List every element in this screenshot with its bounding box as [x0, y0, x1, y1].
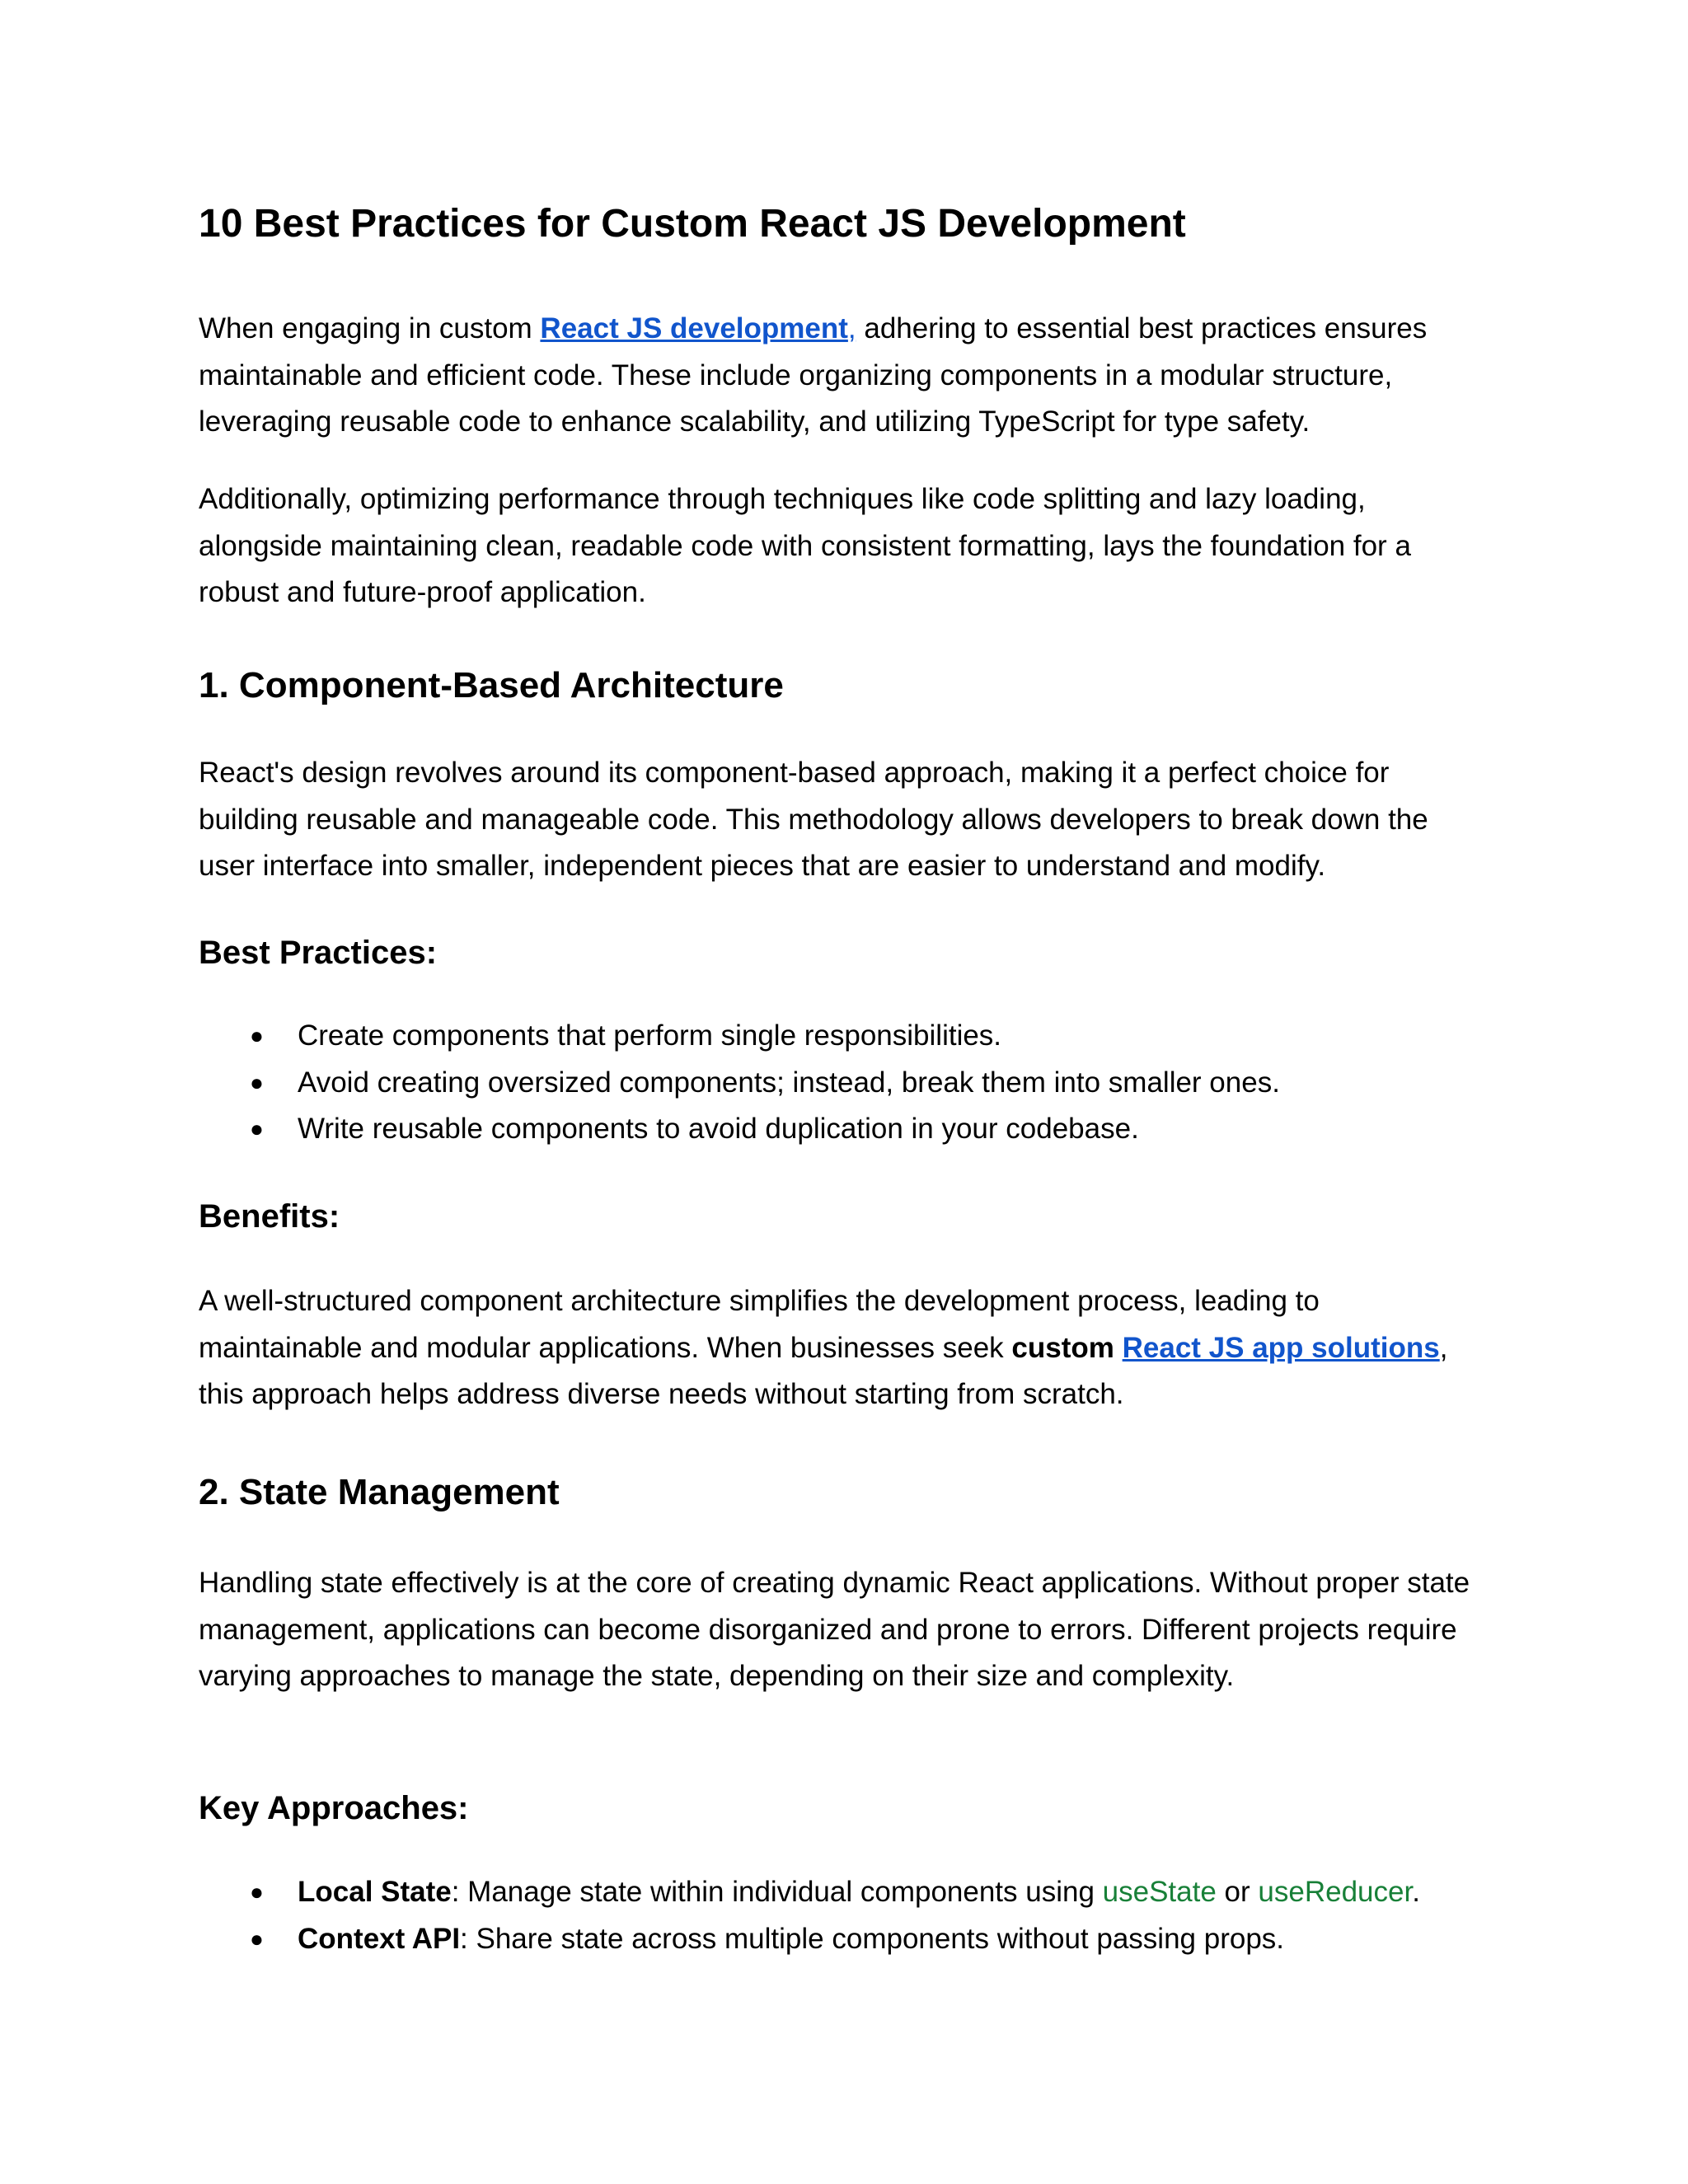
benefits-text-before: A well-structured component architecture simplifies the development process, leading to maintainable and modular applications. When businesses seek: [199, 1285, 1320, 1364]
bullet-icon: ●: [250, 1879, 264, 1905]
intro-paragraph-2: Additionally, optimizing performance through techniques like code splitting and lazy loading, alongside maintaining clean, readable code with consistent formatting, lays the foundation for a robust and future-proof application.: [199, 483, 1411, 608]
bullet-icon: ●: [250, 1116, 264, 1141]
section-1-heading: 1. Component-Based Architecture: [199, 665, 784, 705]
benefits-paragraph: [199, 1278, 1489, 1418]
key-approaches-list: [199, 1869, 1489, 1962]
local-state-text: : Manage state within individual components using: [451, 1876, 1103, 1908]
section-2-heading: 2. State Management: [199, 1472, 560, 1512]
list-item: [199, 1013, 1489, 1060]
key-approaches-heading: Key Approaches:: [199, 1790, 469, 1826]
local-state-label: Local State: [298, 1876, 452, 1908]
best-practices-heading: Best Practices:: [199, 935, 438, 971]
react-js-development-link[interactable]: React JS development: [540, 312, 848, 344]
context-api-label: Context API: [298, 1922, 461, 1955]
section-2-body: Handling state effectively is at the core of creating dynamic React applications. Without proper state management, applications can become disorganized and prone to errors. Different projects require varying approaches to manage the state, depending on their size and complexity.: [199, 1567, 1470, 1692]
list-item: [199, 1106, 1489, 1153]
intro-text-after-link: adhering to essential best practices ensures maintainable and efficient code. These include organizing components in a modular structure, leveraging reusable code to enhance scalability, and utilizing TypeScript for type safety.: [199, 312, 1428, 438]
list-item: [199, 1869, 1489, 1916]
link-comma[interactable]: ,: [847, 312, 856, 344]
or-text: or: [1216, 1876, 1259, 1908]
list-item: [199, 1060, 1489, 1107]
list-item: [199, 1916, 1489, 1963]
section-1-body: React's design revolves around its component-based approach, making it a perfect choice for building reusable and manageable code. This methodology allows developers to break down the user interface into smaller, independent pieces that are easier to understand and modify.: [199, 757, 1428, 882]
intro-text-before-link: When engaging in custom: [199, 312, 541, 344]
list-item-text: Avoid creating oversized components; instead, break them into smaller ones.: [298, 1066, 1280, 1099]
usereducer-code: useReducer: [1258, 1876, 1413, 1908]
benefits-text-after: , this approach helps address diverse needs without starting from scratch.: [199, 1331, 1448, 1410]
bullet-icon: ●: [250, 1069, 264, 1095]
period-text: .: [1412, 1876, 1420, 1908]
bullet-icon: ●: [250, 1023, 264, 1048]
context-api-text: : Share state across multiple components without passing props.: [460, 1922, 1285, 1955]
document-title: 10 Best Practices for Custom React JS Development: [199, 202, 1186, 246]
list-item-text: Create components that perform single responsibilities.: [298, 1019, 1002, 1052]
bullet-icon: ●: [250, 1925, 264, 1952]
usestate-code: useState: [1102, 1876, 1217, 1908]
benefits-space: [1114, 1332, 1123, 1364]
benefits-heading: Benefits:: [199, 1198, 340, 1235]
list-item-text: Write reusable components to avoid duplication in your codebase.: [298, 1113, 1139, 1145]
react-js-app-solutions-link[interactable]: React JS app solutions: [1122, 1331, 1440, 1364]
best-practices-list: [199, 1013, 1489, 1153]
benefits-bold-custom: custom: [1011, 1331, 1114, 1364]
intro-paragraph-1: [199, 306, 1489, 446]
